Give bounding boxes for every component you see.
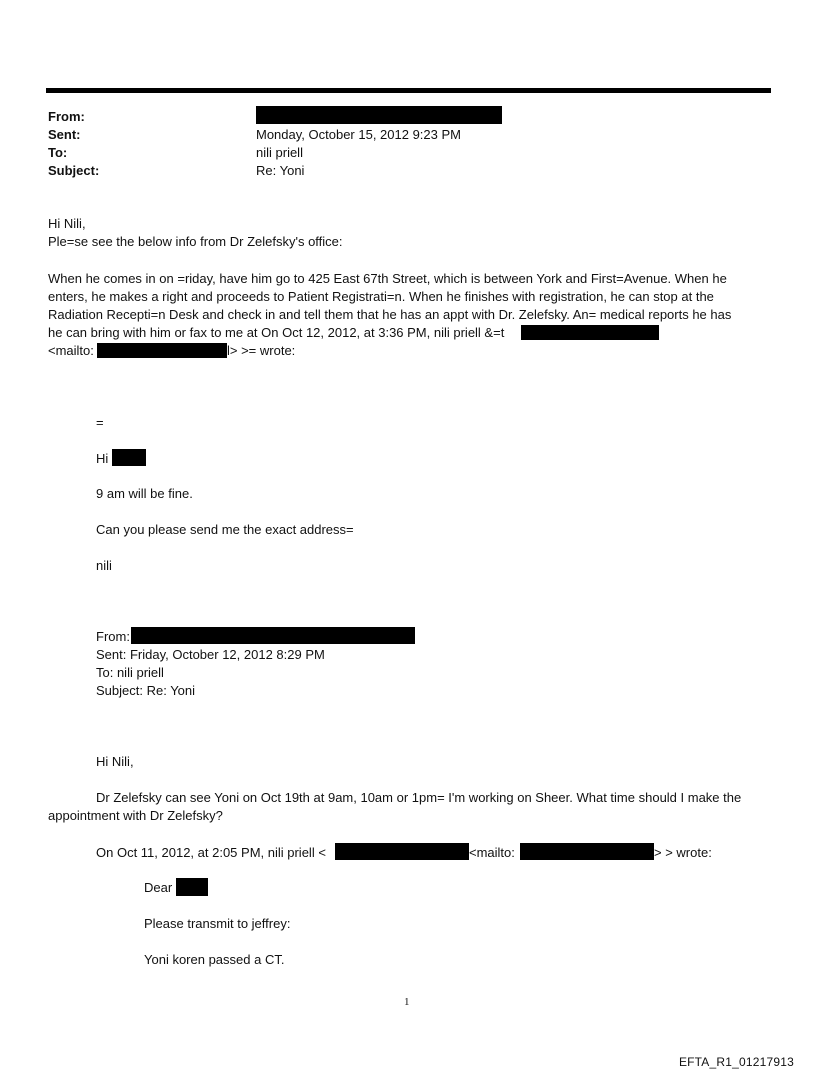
- body-para-line: When he comes in on =riday, have him go to 425 East 67th Street, which is between York and First=Avenue. When he: [48, 271, 727, 286]
- document-id: EFTA_R1_01217913: [678, 1055, 794, 1069]
- redaction-bar: [131, 627, 415, 644]
- redaction-bar: [521, 325, 659, 340]
- quoted-body-line: appointment with Dr Zelefsky?: [48, 808, 223, 823]
- quoted-subject: Subject: Re: Yoni: [96, 683, 196, 698]
- body-para-line: he can bring with him or fax to me at On Oct 12, 2012, at 3:36 PM, nili priell &=t: [48, 325, 505, 340]
- body-intro: Ple=se see the below info from Dr Zelefsky's office:: [48, 234, 343, 249]
- redaction-bar: [112, 449, 146, 466]
- subject-label: Subject:: [48, 163, 100, 178]
- quoted-ct: Yoni koren passed a CT.: [144, 952, 285, 967]
- redaction-bar: [335, 843, 469, 860]
- quoted-on-suffix: > > wrote:: [654, 845, 712, 860]
- sent-label: Sent:: [48, 127, 81, 142]
- header-divider: [46, 88, 771, 93]
- quoted-on-prefix: On Oct 11, 2012, at 2:05 PM, nili priell <: [96, 845, 326, 860]
- redaction-bar: [97, 343, 227, 358]
- page-number: 1: [404, 996, 410, 1008]
- quoted-hi: Hi: [96, 451, 109, 466]
- body-para-line: enters, he makes a right and proceeds to Patient Registrati=n. When he finishes with registration, he can stop at the: [48, 289, 714, 304]
- to-value: nili priell: [256, 145, 303, 160]
- to-label: To:: [48, 145, 68, 160]
- redaction-bar: [256, 106, 502, 124]
- from-label: From:: [48, 109, 85, 124]
- quoted-transmit: Please transmit to jeffrey:: [144, 916, 291, 931]
- quoted-dear: Dear: [144, 880, 173, 895]
- quoted-from-label: From:: [96, 629, 130, 644]
- mailto-suffix: l> >= wrote:: [227, 343, 296, 358]
- quoted-on-mailto: <mailto:: [469, 845, 515, 860]
- sent-value: Monday, October 15, 2012 9:23 PM: [256, 127, 461, 142]
- quoted-sent: Sent: Friday, October 12, 2012 8:29 PM: [96, 647, 325, 662]
- quoted-body-line: Dr Zelefsky can see Yoni on Oct 19th at 9am, 10am or 1pm= I'm working on Sheer. What time should I make the: [96, 790, 742, 805]
- quoted-to: To: nili priell: [96, 665, 164, 680]
- quoted-greeting: Hi Nili,: [96, 754, 134, 769]
- redaction-bar: [520, 843, 654, 860]
- quoted-fine: 9 am will be fine.: [96, 486, 193, 501]
- quoted-signature: nili: [96, 558, 112, 573]
- redaction-bar: [176, 878, 208, 896]
- body-greeting: Hi Nili,: [48, 216, 86, 231]
- subject-value: Re: Yoni: [256, 163, 305, 178]
- mailto-prefix: <mailto:: [48, 343, 94, 358]
- quoted-equals: =: [96, 415, 104, 430]
- body-para-line: Radiation Recepti=n Desk and check in and tell them that he has an appt with Dr. Zelefsky. An= medical reports he has: [48, 307, 732, 322]
- quoted-address: Can you please send me the exact address=: [96, 522, 354, 537]
